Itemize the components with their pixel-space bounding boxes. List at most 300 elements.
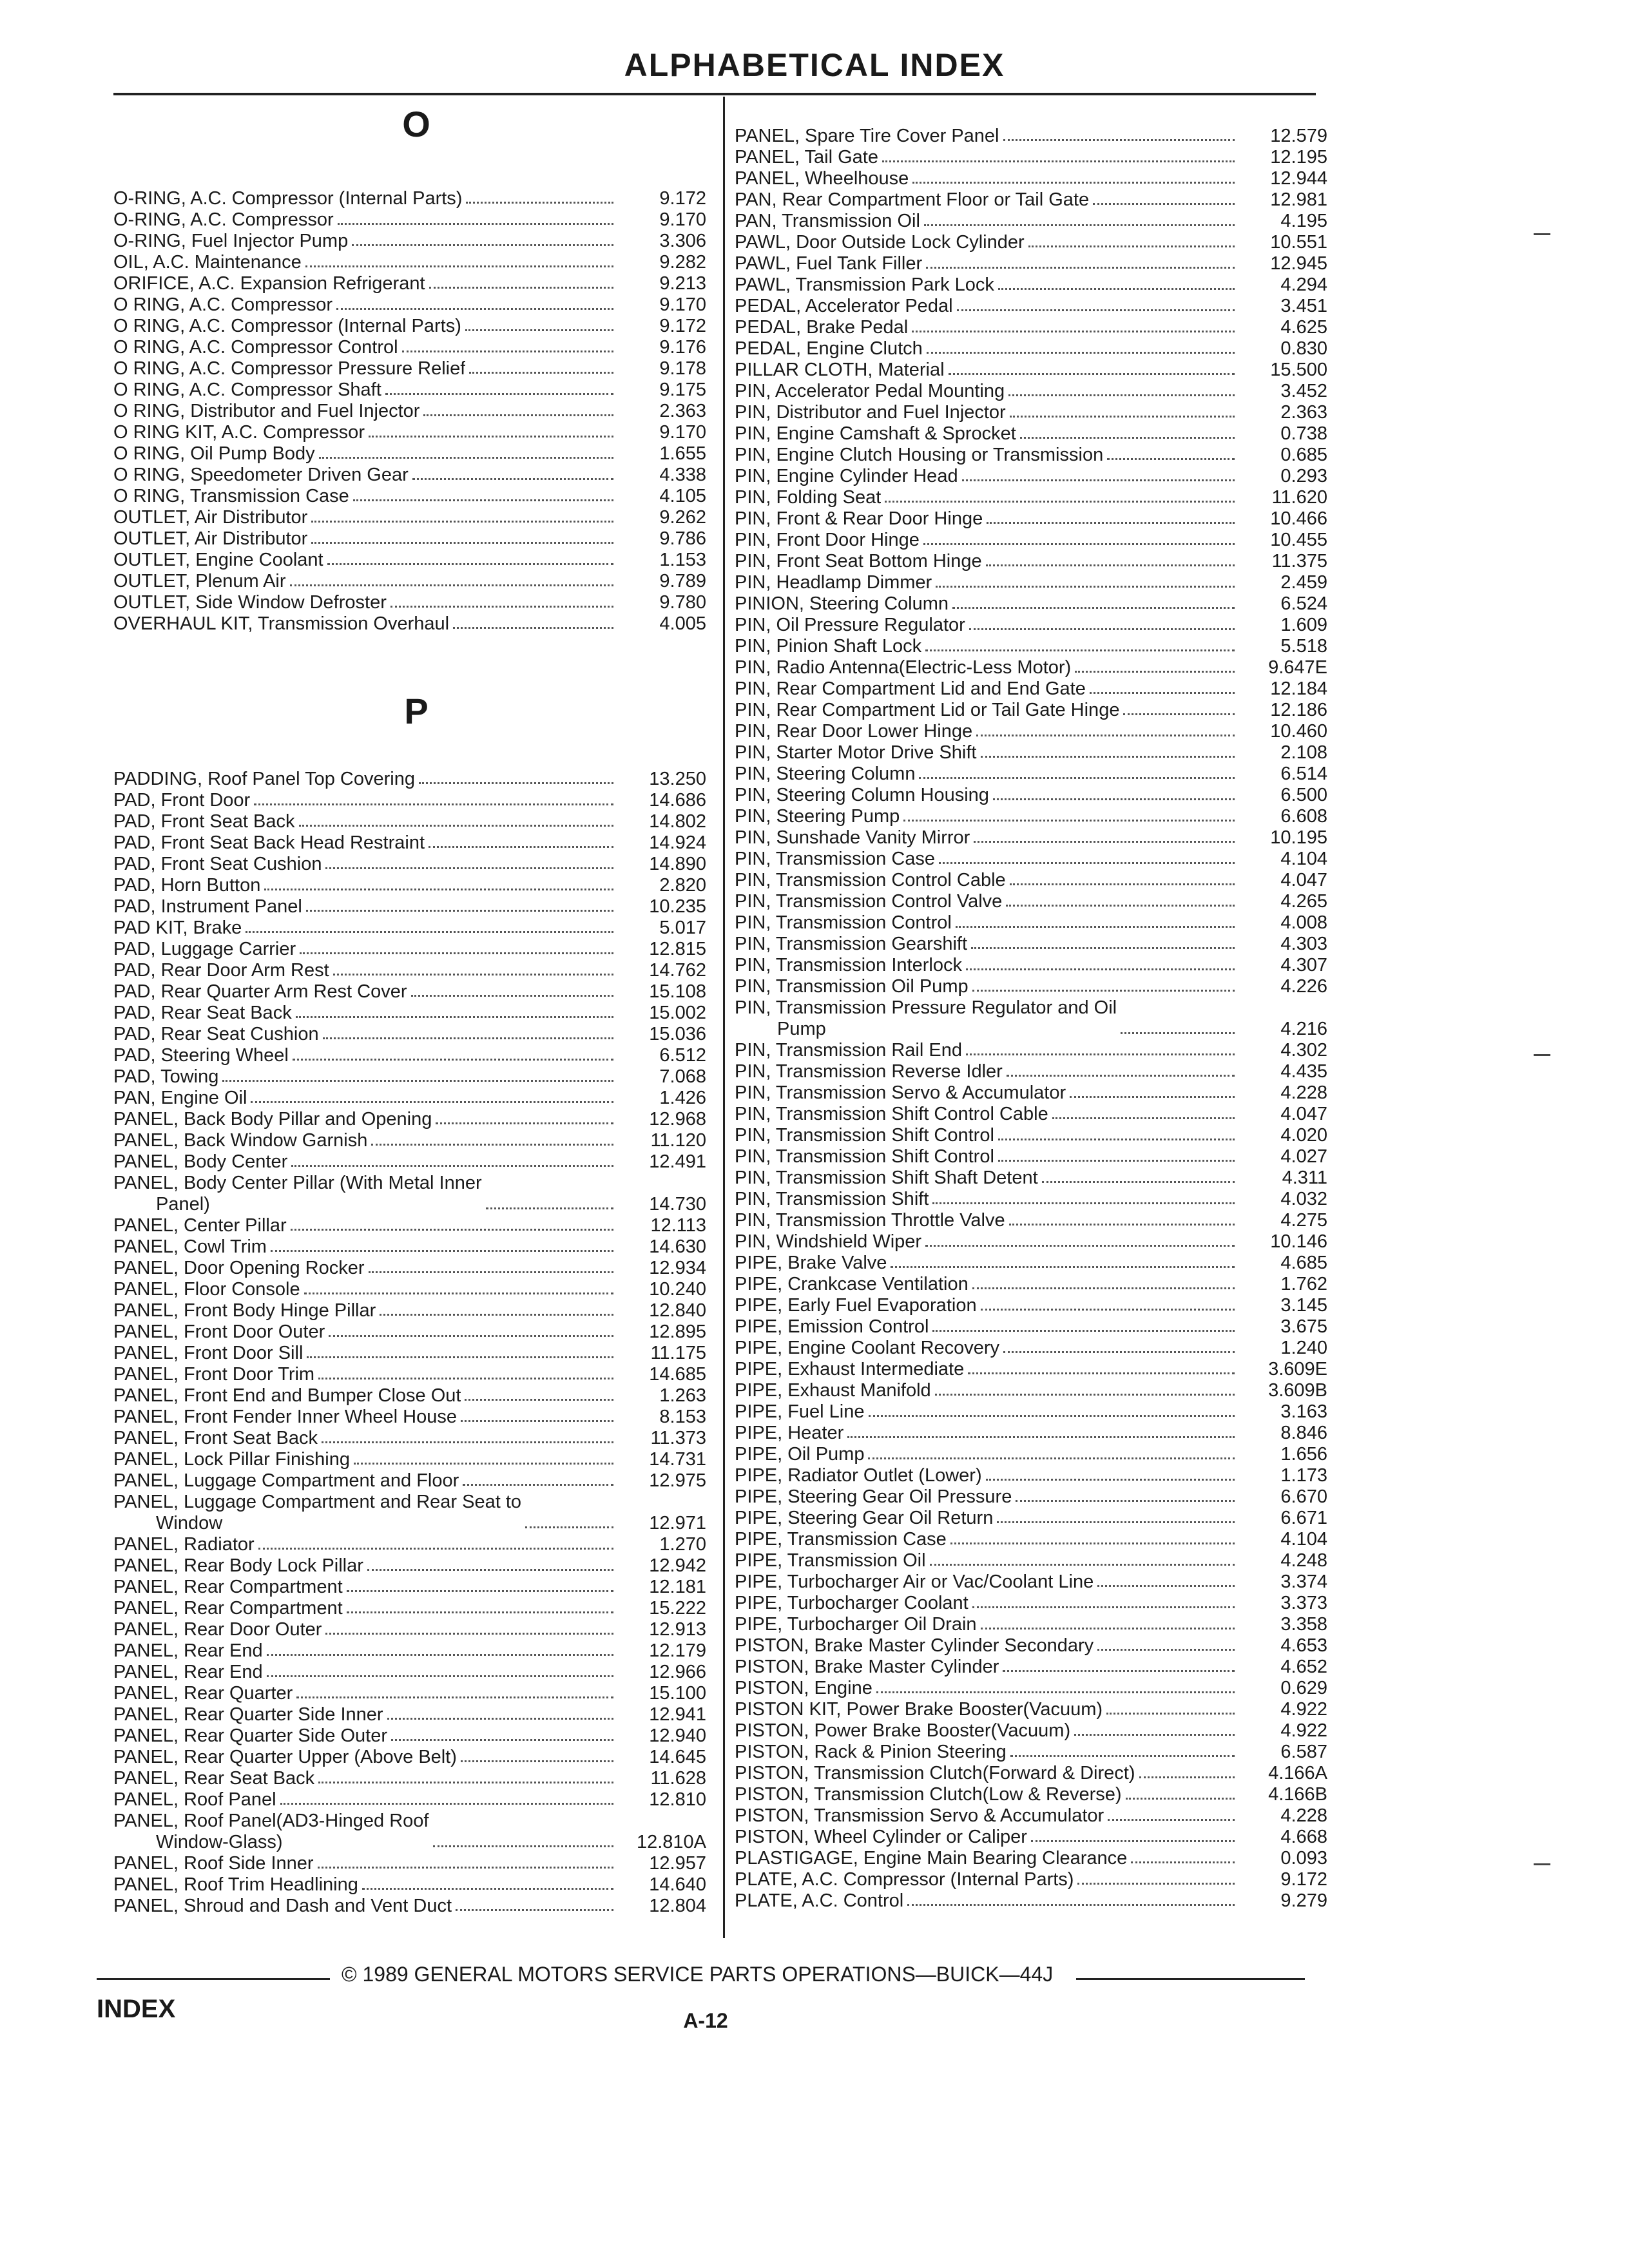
entry-label <box>735 593 949 615</box>
index-entry <box>735 1550 1327 1571</box>
dot-leader <box>254 803 613 805</box>
entry-label <box>735 1061 1003 1082</box>
index-entry <box>735 1720 1327 1742</box>
entry-label <box>113 1173 482 1215</box>
dot-leader <box>1077 1883 1235 1885</box>
entry-page-ref: 1.656 <box>1280 1444 1327 1465</box>
entry-page-ref: 11.373 <box>650 1428 706 1448</box>
entry-label-text: PAD, Horn Button <box>113 875 261 896</box>
entry-label-text: PINION, Steering Column <box>735 593 949 614</box>
entry-page-ref: 9.172 <box>1280 1869 1327 1890</box>
index-entry <box>735 1082 1327 1104</box>
index-entry <box>735 381 1327 402</box>
section-letter-o: O <box>402 104 430 144</box>
entry-label-text: PAD, Front Seat Back Head Restraint <box>113 832 425 853</box>
index-entry <box>735 1571 1327 1593</box>
entry-page-ref: 6.587 <box>1280 1742 1327 1762</box>
entry-label-text: PAD, Rear Seat Cushion <box>113 1024 319 1044</box>
entry-label <box>113 401 419 422</box>
dot-leader <box>1010 1755 1235 1757</box>
dot-leader <box>986 1479 1235 1481</box>
dot-leader <box>986 564 1235 566</box>
entry-label <box>735 764 915 785</box>
index-entry <box>735 253 1327 274</box>
entry-page-ref: 10.195 <box>1270 827 1327 848</box>
entry-label-text: PIPE, Steering Gear Oil Return <box>735 1508 994 1528</box>
index-list-o <box>113 188 706 635</box>
entry-label-text: OUTLET, Engine Coolant <box>113 550 323 570</box>
entry-label <box>735 678 1086 700</box>
entry-page-ref: 4.302 <box>1280 1040 1327 1061</box>
entry-label-text: O RING, A.C. Compressor (Internal Parts) <box>113 316 461 336</box>
index-entry <box>735 1444 1327 1465</box>
entry-label-text: ORIFICE, A.C. Expansion Refrigerant <box>113 273 425 294</box>
entry-label <box>735 1189 929 1210</box>
entry-label-text: PANEL, Rear Quarter Side Inner <box>113 1704 383 1725</box>
entry-label <box>735 338 923 360</box>
entry-label-text: OUTLET, Side Window Defroster <box>113 592 387 613</box>
index-entry <box>113 981 706 1003</box>
entry-label <box>735 1890 903 1912</box>
index-entry <box>113 875 706 896</box>
entry-label <box>735 1125 994 1146</box>
dot-leader <box>1107 458 1235 460</box>
entry-label-text: PANEL, Body Center <box>113 1151 288 1172</box>
index-entry <box>113 337 706 358</box>
entry-page-ref: 3.358 <box>1280 1614 1327 1635</box>
entry-label-text: OUTLET, Air Distributor <box>113 507 308 528</box>
index-entry <box>735 1210 1327 1231</box>
entry-label <box>113 380 381 401</box>
index-entry <box>735 508 1327 530</box>
entry-label <box>735 423 1016 445</box>
dot-leader <box>981 756 1235 758</box>
entry-page-ref: 4.652 <box>1280 1657 1327 1677</box>
index-entry <box>735 1890 1327 1912</box>
dot-leader <box>318 1782 613 1783</box>
dot-leader <box>971 947 1235 949</box>
dot-leader <box>981 1309 1235 1311</box>
entry-label-text: PANEL, Cowl Trim <box>113 1236 267 1257</box>
entry-label-text: PIPE, Early Fuel Evaporation <box>735 1295 977 1316</box>
entry-label-text: PIN, Transmission Interlock <box>735 955 962 975</box>
index-entry <box>113 1109 706 1130</box>
entry-label <box>735 1699 1103 1720</box>
entry-label <box>735 806 900 827</box>
dot-leader <box>1003 1351 1235 1353</box>
index-entry <box>735 360 1327 381</box>
index-entry <box>113 896 706 918</box>
entry-label <box>735 466 958 487</box>
entry-page-ref: 1.655 <box>659 443 706 464</box>
dot-leader <box>1028 245 1235 247</box>
index-entry <box>735 1189 1327 1210</box>
dot-leader <box>463 1484 613 1486</box>
entry-page-ref: 0.293 <box>1280 466 1327 486</box>
entry-page-ref: 9.279 <box>1280 1890 1327 1911</box>
entry-label <box>113 422 365 443</box>
entry-page-ref: 4.226 <box>1280 976 1327 997</box>
entry-page-ref: 3.373 <box>1280 1593 1327 1613</box>
entry-label-text: PIN, Transmission Reverse Idler <box>735 1061 1003 1082</box>
index-entry <box>735 1742 1327 1763</box>
index-entry <box>113 1725 706 1747</box>
index-entry <box>735 1104 1327 1125</box>
index-entry <box>735 1338 1327 1359</box>
entry-label-text: PANEL, Body Center Pillar (With Metal Inner <box>113 1173 482 1193</box>
index-entry <box>113 1364 706 1385</box>
dot-leader <box>304 1293 613 1294</box>
entry-label-text: PIN, Front & Rear Door Hinge <box>735 508 983 529</box>
entry-label <box>735 508 983 530</box>
entry-label <box>735 1657 999 1678</box>
entry-label-text: PIPE, Exhaust Manifold <box>735 1380 931 1401</box>
entry-label-text: PISTON KIT, Power Brake Booster(Vacuum) <box>735 1699 1103 1720</box>
entry-label-text: PIPE, Engine Coolant Recovery <box>735 1338 1000 1358</box>
entry-label <box>113 294 333 316</box>
dot-leader <box>1106 1713 1235 1715</box>
entry-page-ref: 11.375 <box>1271 551 1327 572</box>
entry-label-text: O RING, Transmission Case <box>113 486 349 506</box>
entry-label <box>735 785 989 806</box>
index-entry <box>735 657 1327 678</box>
entry-label-text: PANEL, Front Seat Back <box>113 1428 318 1448</box>
index-entry <box>735 338 1327 360</box>
entry-page-ref: 9.170 <box>659 422 706 443</box>
entry-label-text: PANEL, Rear Compartment <box>113 1577 343 1597</box>
entry-page-ref: 15.100 <box>649 1683 706 1704</box>
entry-label-text: PIN, Accelerator Pedal Mounting <box>735 381 1005 401</box>
entry-label-text: PIN, Transmission Shift <box>735 1189 929 1209</box>
entry-label-text: PAD, Front Seat Back <box>113 811 295 832</box>
index-entry <box>735 1593 1327 1614</box>
entry-label <box>113 1407 457 1428</box>
dot-leader <box>300 952 613 954</box>
entry-label <box>113 231 348 252</box>
entry-label-text: PLATE, A.C. Compressor (Internal Parts) <box>735 1869 1074 1890</box>
entry-label <box>113 1258 365 1279</box>
section-letter-p: P <box>404 691 429 731</box>
index-entry <box>113 1258 706 1279</box>
entry-label <box>735 1848 1127 1869</box>
entry-page-ref: 6.608 <box>1280 806 1327 827</box>
entry-label <box>735 572 932 593</box>
entry-label-continuation: Window-Glass) <box>156 1832 283 1852</box>
index-entry <box>735 1146 1327 1168</box>
entry-label <box>735 1146 994 1168</box>
entry-label <box>113 1747 457 1768</box>
entry-label-text: PEDAL, Accelerator Pedal <box>735 296 953 316</box>
entry-label-text: PANEL, Rear Quarter <box>113 1683 293 1704</box>
entry-label <box>113 1236 267 1258</box>
index-entry <box>113 571 706 592</box>
index-entry <box>113 811 706 832</box>
entry-page-ref: 4.105 <box>659 486 706 506</box>
entry-page-ref: 1.270 <box>659 1534 706 1555</box>
entry-label-text: PAD, Rear Door Arm Rest <box>113 960 329 981</box>
entry-label-text: PIPE, Transmission Oil <box>735 1550 926 1571</box>
dot-leader <box>352 244 613 246</box>
entry-label-text: PIN, Front Seat Bottom Hinge <box>735 551 982 572</box>
index-list-p <box>113 769 706 1917</box>
entry-label <box>735 1486 1012 1508</box>
entry-page-ref: 12.975 <box>649 1470 706 1491</box>
dot-leader <box>319 457 613 459</box>
entry-label-text: PANEL, Floor Console <box>113 1279 300 1300</box>
entry-label <box>113 1470 459 1492</box>
entry-page-ref: 9.176 <box>659 337 706 358</box>
entry-page-ref: 12.491 <box>649 1151 706 1172</box>
entry-label <box>113 443 315 465</box>
index-entry <box>113 1874 706 1896</box>
entry-page-ref: 6.500 <box>1280 785 1327 805</box>
index-entry <box>113 507 706 528</box>
dot-leader <box>336 308 613 310</box>
dot-leader <box>998 1160 1235 1162</box>
index-entry <box>735 551 1327 572</box>
index-entry <box>113 1789 706 1811</box>
index-entry <box>735 678 1327 700</box>
dot-leader <box>987 522 1235 524</box>
dot-leader <box>1093 203 1235 205</box>
dot-leader <box>429 287 613 289</box>
entry-label-text: PIPE, Steering Gear Oil Pressure <box>735 1486 1012 1507</box>
entry-label-text: PAN, Rear Compartment Floor or Tail Gate <box>735 189 1090 210</box>
dot-leader <box>436 1122 613 1124</box>
dot-leader <box>338 223 613 225</box>
entry-page-ref: 12.941 <box>649 1704 706 1725</box>
entry-label <box>735 1550 926 1571</box>
entry-label-text: PANEL, Rear End <box>113 1640 263 1661</box>
dot-leader <box>926 267 1235 269</box>
entry-label-text: PIN, Transmission Oil Pump <box>735 976 969 997</box>
index-entry <box>735 274 1327 296</box>
dot-leader <box>1010 883 1235 885</box>
dot-leader <box>267 1654 613 1656</box>
entry-label <box>113 1768 314 1789</box>
index-entry <box>735 636 1327 657</box>
dot-leader <box>972 990 1235 992</box>
entry-label-text: O RING KIT, A.C. Compressor <box>113 422 365 443</box>
footer-rule-right <box>1076 1978 1305 1980</box>
index-entry <box>113 1683 706 1704</box>
entry-page-ref: 14.645 <box>649 1747 706 1767</box>
index-entry <box>735 1635 1327 1657</box>
dot-leader <box>325 1633 613 1635</box>
entry-label <box>735 1401 865 1423</box>
index-entry <box>113 1598 706 1619</box>
entry-label <box>113 832 425 854</box>
entry-label <box>735 317 908 338</box>
entry-label <box>735 1529 947 1550</box>
index-entry <box>735 912 1327 934</box>
index-entry <box>735 1508 1327 1529</box>
page-title: ALPHABETICAL INDEX <box>624 47 1005 83</box>
entry-label <box>735 1295 977 1316</box>
entry-page-ref: 12.579 <box>1270 126 1327 146</box>
entry-label <box>735 934 967 955</box>
entry-label-text: PAN, Transmission Oil <box>735 211 920 231</box>
dot-leader <box>325 867 613 869</box>
entry-label-text: O-RING, A.C. Compressor (Internal Parts) <box>113 188 463 209</box>
dot-leader <box>1010 416 1235 418</box>
dot-leader <box>280 1803 613 1805</box>
entry-label <box>735 615 965 636</box>
entry-page-ref: 4.166B <box>1268 1784 1327 1805</box>
dot-leader <box>1139 1776 1235 1778</box>
entry-label-text: PIN, Rear Compartment Lid and End Gate <box>735 678 1086 699</box>
entry-page-ref: 6.514 <box>1280 764 1327 784</box>
entry-label-text: PANEL, Roof Panel <box>113 1789 276 1810</box>
entry-label-text: PISTON, Transmission Servo & Accumulator <box>735 1805 1104 1826</box>
entry-label-text: PAD, Front Door <box>113 790 251 811</box>
entry-label-text: PAWL, Door Outside Lock Cylinder <box>735 232 1025 253</box>
index-entry <box>113 1151 706 1173</box>
dot-leader <box>1097 1585 1235 1587</box>
entry-page-ref: 7.068 <box>659 1066 706 1087</box>
entry-label <box>735 1210 1005 1231</box>
dot-leader <box>333 974 613 975</box>
entry-label-text: PIN, Rear Door Lower Hinge <box>735 721 973 742</box>
entry-page-ref: 8.153 <box>659 1407 706 1427</box>
entry-page-ref: 10.455 <box>1270 530 1327 550</box>
index-entry <box>113 1130 706 1151</box>
entry-page-ref: 1.762 <box>1280 1274 1327 1294</box>
entry-label-text: PIPE, Oil Pump <box>735 1444 865 1465</box>
entry-label <box>735 700 1119 721</box>
index-entry <box>113 1662 706 1683</box>
entry-page-ref: 4.047 <box>1280 870 1327 890</box>
index-entry <box>113 960 706 981</box>
entry-page-ref: 9.282 <box>659 252 706 273</box>
entry-page-ref: 14.685 <box>649 1364 706 1385</box>
entry-page-ref: 4.922 <box>1280 1699 1327 1720</box>
entry-label-text: PIN, Headlamp Dimmer <box>735 572 932 593</box>
entry-label <box>735 381 1005 402</box>
dot-leader <box>323 1037 613 1039</box>
entry-label-text: PADDING, Roof Panel Top Covering <box>113 769 415 789</box>
index-entry <box>735 700 1327 721</box>
dot-leader <box>461 1420 613 1422</box>
dot-leader <box>411 995 613 997</box>
index-entry <box>735 1359 1327 1380</box>
dot-leader <box>246 931 613 933</box>
entry-label <box>735 891 1002 912</box>
entry-label <box>113 1683 293 1704</box>
page-number: A-12 <box>683 2009 728 2032</box>
dot-leader <box>371 1144 613 1146</box>
entry-label-text: PIN, Windshield Wiper <box>735 1231 922 1252</box>
entry-label-text: PIN, Transmission Control <box>735 912 952 933</box>
index-entry <box>735 189 1327 211</box>
entry-label-text: PANEL, Tail Gate <box>735 147 878 168</box>
entry-label-text: PIN, Transmission Rail End <box>735 1040 962 1061</box>
index-entry <box>735 934 1327 955</box>
dot-leader <box>322 1441 613 1443</box>
entry-page-ref: 9.213 <box>659 273 706 294</box>
dot-leader <box>423 414 613 416</box>
index-entry <box>735 1869 1327 1890</box>
entry-label <box>113 316 461 337</box>
entry-label <box>735 1231 921 1253</box>
dot-leader <box>891 1266 1235 1268</box>
index-entry <box>735 827 1327 849</box>
entry-label <box>113 1130 367 1151</box>
dot-leader <box>919 777 1235 779</box>
index-entry <box>113 1640 706 1662</box>
entry-page-ref: 2.459 <box>1280 572 1327 593</box>
entry-label-text: PANEL, Back Body Pillar and Opening <box>113 1109 432 1129</box>
dot-leader <box>969 628 1235 630</box>
entry-label-text: PAN, Engine Oil <box>113 1088 247 1108</box>
index-entry <box>113 1449 706 1470</box>
index-entry <box>113 1534 706 1555</box>
entry-label-text: PANEL, Rear Compartment <box>113 1598 343 1619</box>
dot-leader <box>290 584 613 586</box>
entry-label <box>735 1593 969 1614</box>
entry-page-ref: 14.731 <box>649 1449 706 1470</box>
index-entry <box>113 939 706 960</box>
entry-label-text: PIPE, Exhaust Intermediate <box>735 1359 965 1379</box>
entry-label <box>113 1874 358 1896</box>
entry-label <box>735 1635 1094 1657</box>
entry-label-text: PIN, Transmission Shift Control Cable <box>735 1104 1048 1124</box>
dot-leader <box>385 393 613 395</box>
entry-label-text: PAD, Rear Seat Back <box>113 1003 292 1023</box>
dot-leader <box>354 1463 613 1465</box>
dot-leader <box>311 542 613 544</box>
index-entry <box>113 1045 706 1066</box>
dot-leader <box>952 607 1235 609</box>
index-entry <box>735 870 1327 891</box>
dot-leader <box>461 1760 613 1762</box>
entry-label-text: PIN, Engine Clutch Housing or Transmission <box>735 445 1104 465</box>
entry-label-text: PIPE, Turbocharger Oil Drain <box>735 1614 977 1635</box>
entry-label <box>113 1577 343 1598</box>
index-entry <box>735 530 1327 551</box>
entry-label-text: PIPE, Turbocharger Air or Vac/Coolant Line <box>735 1571 1094 1592</box>
entry-label <box>113 1045 289 1066</box>
entry-page-ref: 12.942 <box>649 1555 706 1576</box>
dot-leader <box>293 1059 613 1061</box>
index-entry <box>113 528 706 550</box>
entry-label-text: PIN, Transmission Shift Shaft Detent <box>735 1168 1038 1188</box>
index-entry <box>735 1699 1327 1720</box>
entry-page-ref: 4.027 <box>1280 1146 1327 1167</box>
entry-label <box>735 1784 1122 1805</box>
dot-leader <box>1090 692 1235 694</box>
header-rule <box>113 93 1316 95</box>
entry-label <box>113 769 415 790</box>
entry-label-text: PIN, Steering Column <box>735 764 916 784</box>
dot-leader <box>390 606 613 608</box>
entry-label <box>113 1789 276 1811</box>
entry-label-text: PISTON, Brake Master Cylinder Secondary <box>735 1635 1094 1656</box>
entry-label <box>113 875 260 896</box>
entry-page-ref: 9.170 <box>659 294 706 315</box>
dot-leader <box>1070 1096 1235 1098</box>
dot-leader <box>993 798 1235 800</box>
entry-page-ref: 12.840 <box>649 1300 706 1321</box>
entry-label-text: PIN, Sunshade Vanity Mirror <box>735 827 970 848</box>
entry-label-text: PISTON, Wheel Cylinder or Caliper <box>735 1827 1027 1847</box>
entry-page-ref: 2.363 <box>1280 402 1327 423</box>
index-entry <box>735 1657 1327 1678</box>
entry-label-text: PIN, Transmission Gearshift <box>735 934 967 954</box>
entry-page-ref: 12.895 <box>649 1321 706 1342</box>
dot-leader <box>932 1202 1235 1204</box>
index-entry <box>113 1555 706 1577</box>
